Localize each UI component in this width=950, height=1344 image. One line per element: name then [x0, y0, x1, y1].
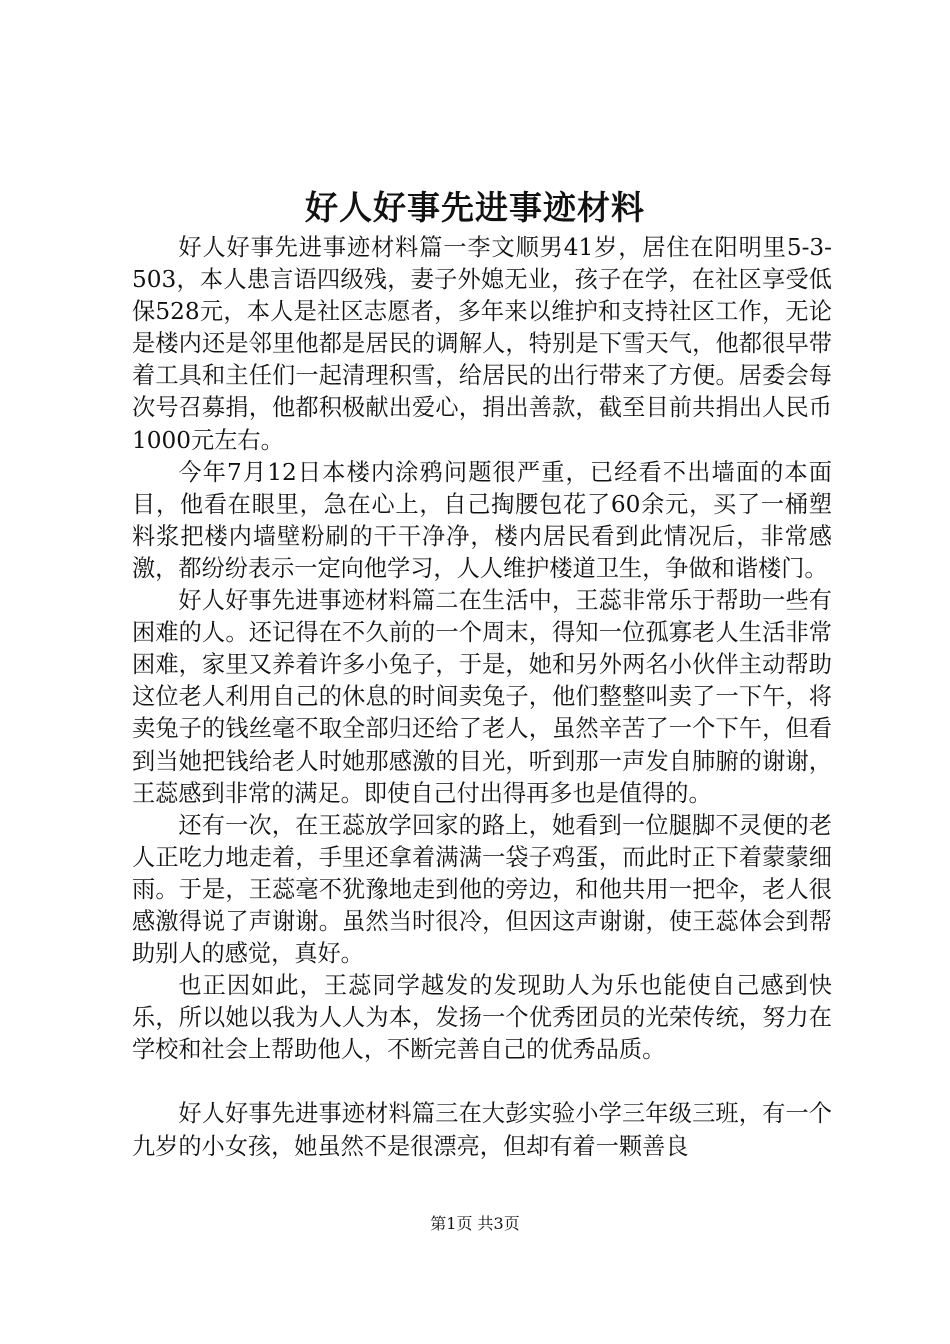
document-title: 好人好事先进事迹材料 [305, 188, 645, 227]
document-body [132, 232, 832, 1163]
paragraph-3: 好人好事先进事迹材料篇二在生活中，王蕊非常乐于帮助一些有困难的人。还记得在不久前的一个周末，得知一位孤寡老人生活非常困难，家里又养着许多小兔子，于是，她和另外两名小伙伴主动帮助这位老人利用自己的休息的时间卖兔子，他们整整叫卖了一下午，将卖兔子的钱丝毫不取全部归还给了老人，虽然辛苦了一个下午，但看到当她把钱给老人时她那感激的目光，听到那一声发自肺腑的谢谢，王蕊感到非常的满足。即使自己付出得再多也是值得的。 [132, 587, 832, 807]
paragraph-6: 好人好事先进事迹材料篇三在大彭实验小学三年级三班，有一个九岁的小女孩，她虽然不是很漂亮，但却有着一颗善良 [132, 1100, 832, 1160]
page-number-footer: 第1页 共3页 [430, 1214, 520, 1233]
paragraph-spacer [132, 1066, 832, 1098]
paragraph-2: 今年7月12日本楼内涂鸦问题很严重，已经看不出墙面的本面目，他看在眼里，急在心上，自己掏腰包花了60余元，买了一桶塑料浆把楼内墙壁粉刷的干干净净，楼内居民看到此情况后，非常感激，都纷纷表示一定向他学习，人人维护楼道卫生，争做和谐楼门。 [132, 458, 832, 582]
paragraph-5: 也正因如此，王蕊同学越发的发现助人为乐也能使自己感到快乐，所以她以我为人人为本，发扬一个优秀团员的光荣传统，努力在学校和社会上帮助他人，不断完善自己的优秀品质。 [132, 972, 832, 1064]
paragraph-1: 好人好事先进事迹材料篇一李文顺男41岁，居住在阳明里5-3-503，本人患言语四级残，妻子外媳无业，孩子在学，在社区享受低保528元，本人是社区志愿者，多年来以维护和支持社区工作，无论是楼内还是邻里他都是居民的调解人，特别是下雪天气，他都很早带着工具和主任们一起清理积雪，给居民的出行带来了方便。居委会每次号召募捐，他都积极献出爱心，捐出善款，截至目前共捐出人民币1000元左右。 [132, 234, 832, 454]
paragraph-4: 还有一次，在王蕊放学回家的路上，她看到一位腿脚不灵便的老人正吃力地走着，手里还拿着满满一袋子鸡蛋，而此时正下着蒙蒙细雨。于是，王蕊毫不犹豫地走到他的旁边，和他共用一把伞，老人很感激得说了声谢谢。虽然当时很冷，但因这声谢谢，使王蕊体会到帮助别人的感觉，真好。 [132, 811, 832, 968]
